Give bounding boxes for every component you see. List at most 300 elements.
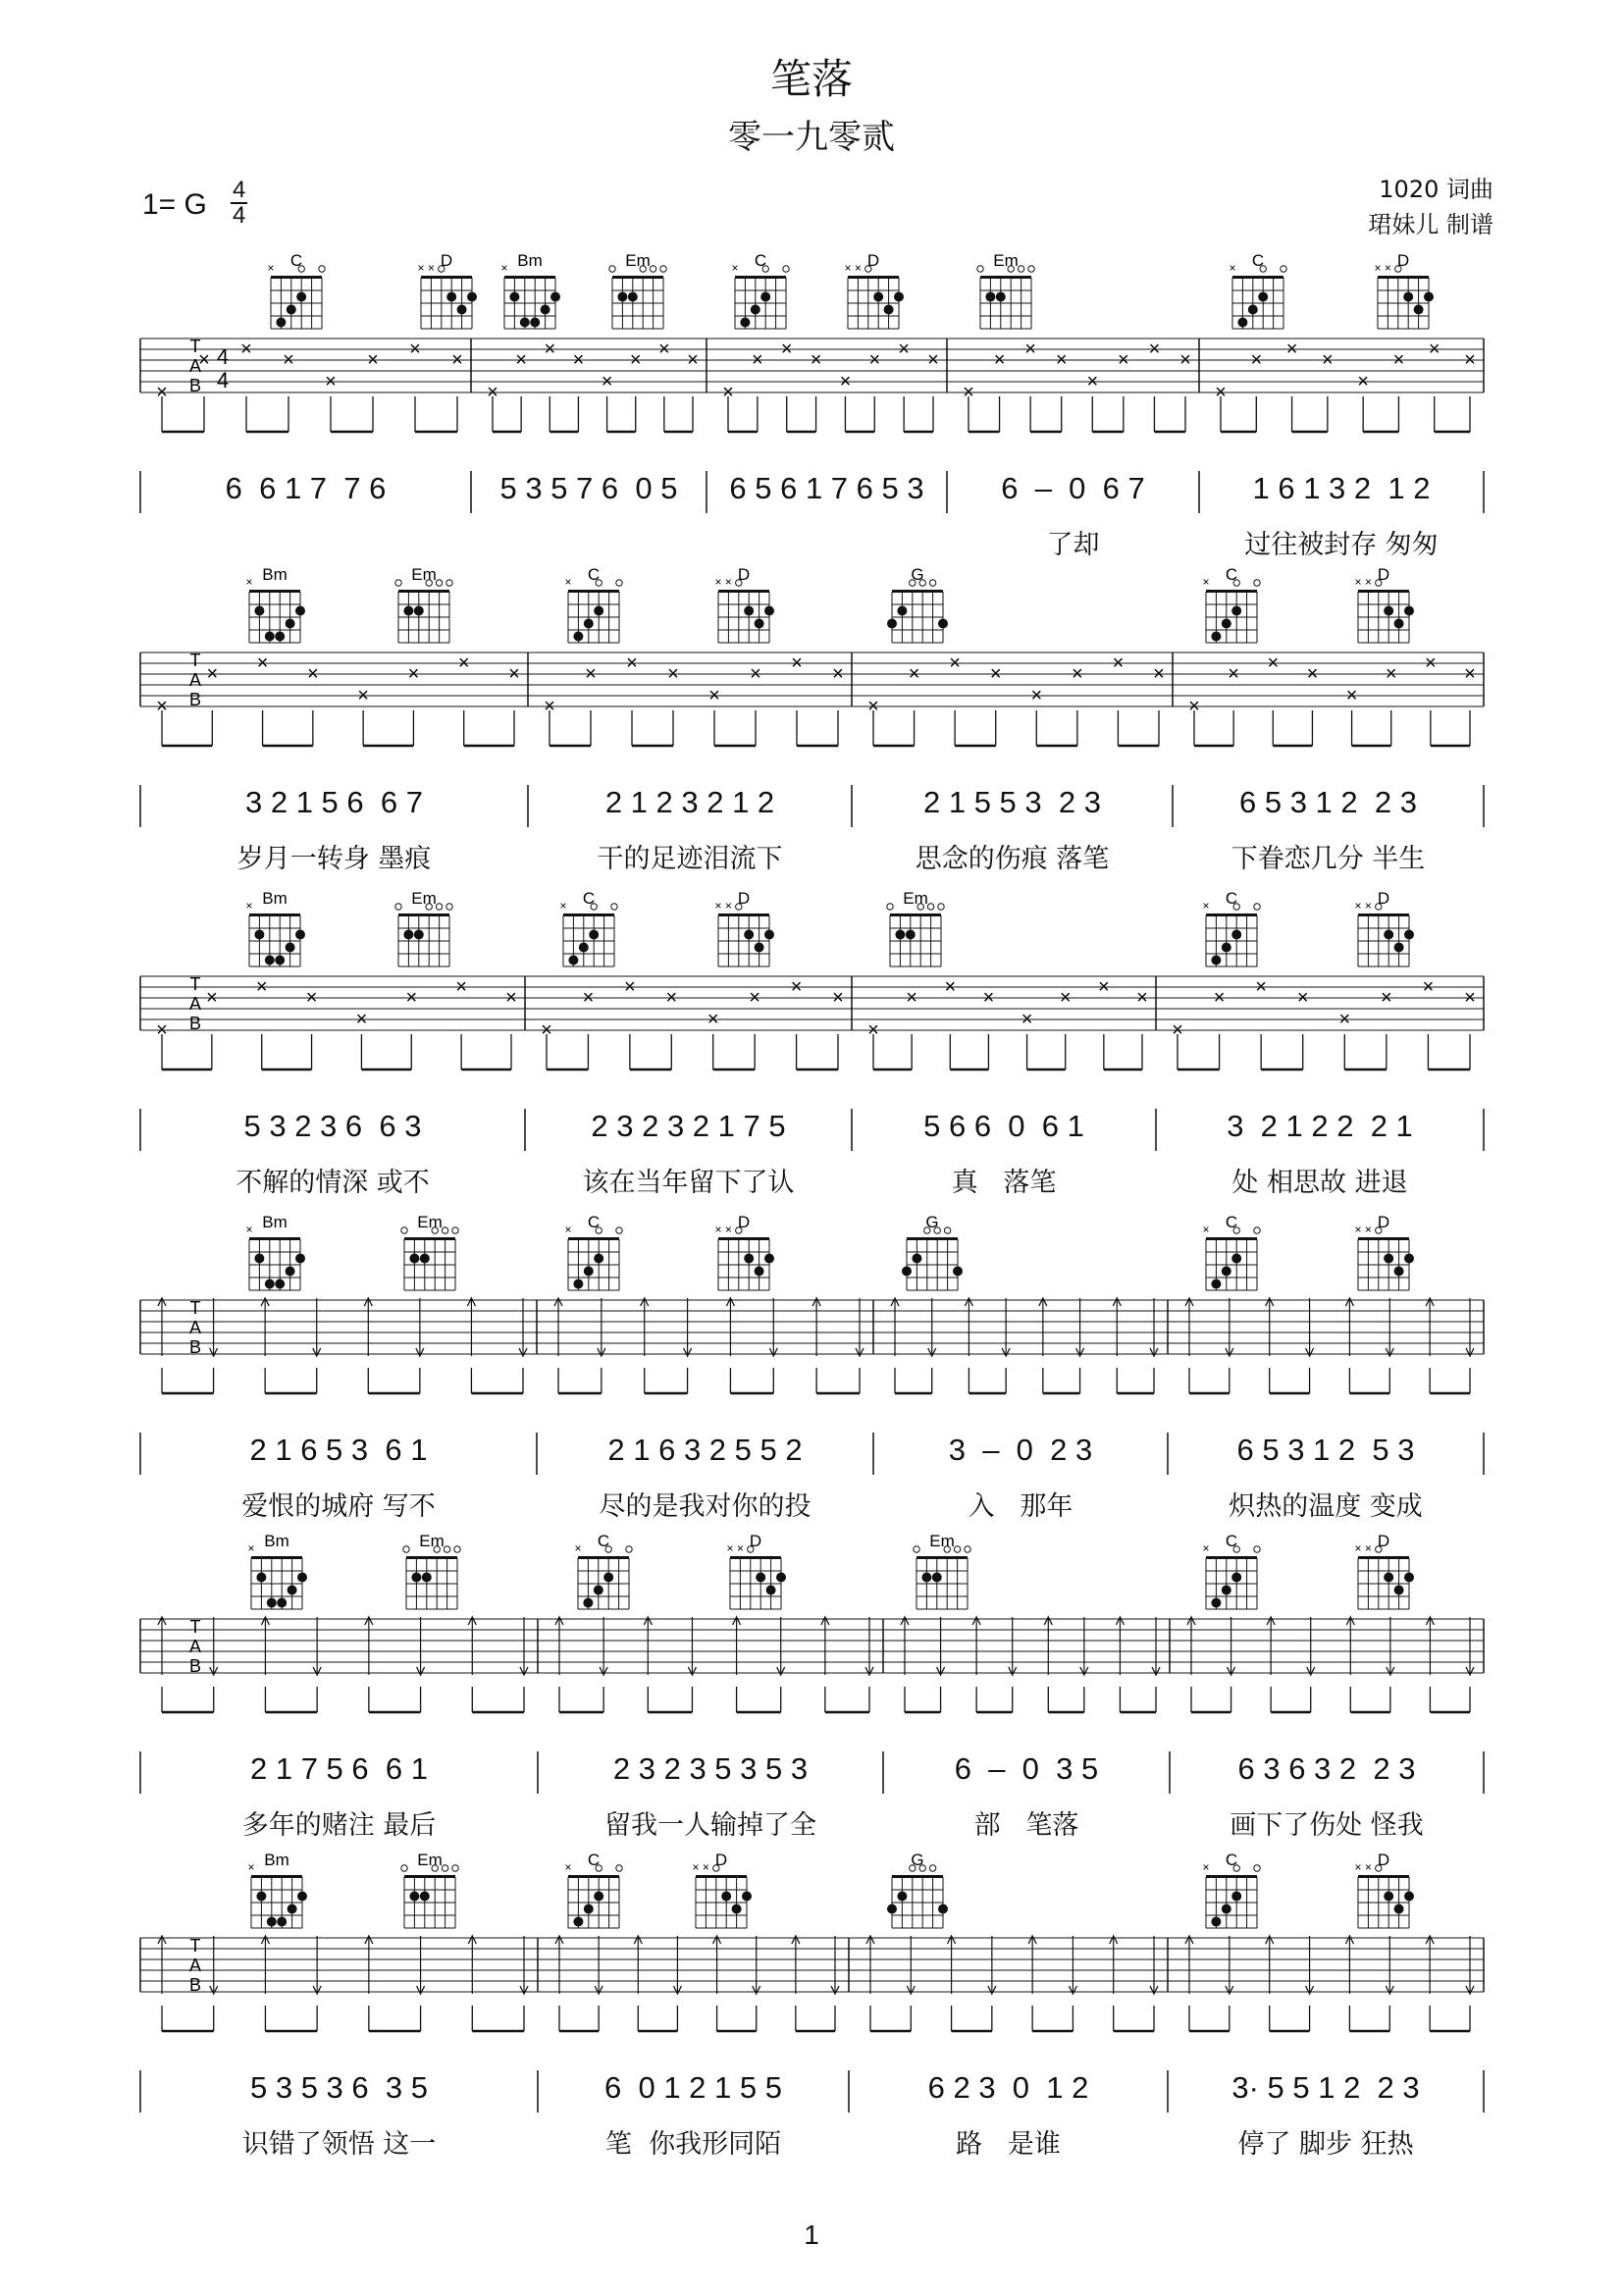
svg-text:×: × (256, 652, 269, 674)
chord-diagram (247, 1851, 307, 1928)
svg-text:×: × (1374, 261, 1382, 275)
chord-diagram (902, 1213, 963, 1290)
svg-text:×: × (714, 1223, 722, 1236)
chord-diagram (887, 1851, 948, 1928)
svg-text:×: × (1229, 261, 1236, 275)
svg-text:×: × (1345, 685, 1358, 706)
svg-text:×: × (355, 1009, 368, 1030)
svg-text:×: × (417, 261, 425, 275)
svg-text:×: × (714, 899, 722, 913)
svg-text:×: × (1086, 371, 1099, 392)
chord-diagram (247, 1532, 307, 1609)
svg-text:4: 4 (216, 368, 230, 392)
chord-diagram (726, 1532, 786, 1609)
lyrics-measure: 入 那年 (968, 1491, 1073, 1522)
tab-notes (158, 1936, 1474, 2031)
svg-text:×: × (1464, 663, 1476, 685)
lyrics-measure: 路 是谁 (956, 2129, 1061, 2160)
numbered-notation-measure: 6 2 3 0 1 2 (927, 2070, 1089, 2105)
chord-diagram (1354, 889, 1414, 966)
system-1 (0, 250, 1623, 564)
tab-clef-letter: T (189, 1617, 201, 1637)
tab-clef-letter: B (188, 690, 202, 709)
svg-text:×: × (405, 987, 418, 1009)
chord-name: D (1377, 565, 1390, 584)
svg-text:×: × (1428, 339, 1440, 360)
chord-diagram (609, 251, 666, 329)
chord-name: Bm (264, 1851, 289, 1869)
svg-text:×: × (255, 976, 268, 998)
svg-text:×: × (451, 349, 463, 371)
svg-text:×: × (1059, 987, 1072, 1009)
lyrics-measure: 不解的情深 或不 (236, 1168, 430, 1198)
chord-diagram (564, 565, 622, 643)
chord-name: D (1377, 1532, 1390, 1550)
svg-text:×: × (544, 696, 555, 717)
chord-diagram (403, 1532, 460, 1609)
svg-text:×: × (624, 976, 636, 998)
svg-text:×: × (1228, 663, 1239, 685)
svg-text:×: × (1202, 1860, 1210, 1874)
svg-text:×: × (658, 339, 670, 360)
svg-text:×: × (1354, 1223, 1362, 1236)
numbered-notation-measure: 5 3 2 3 6 6 3 (243, 1109, 422, 1143)
numbered-notation-measure: 6 6 1 7 7 6 (225, 471, 387, 505)
svg-text:×: × (1213, 987, 1226, 1009)
svg-text:×: × (1021, 1009, 1033, 1030)
svg-text:×: × (752, 349, 763, 371)
svg-text:×: × (791, 652, 803, 674)
chord-name: Em (993, 251, 1019, 270)
svg-text:×: × (1464, 987, 1476, 1009)
chord-name: G (911, 1851, 924, 1869)
chord-diagram (1354, 565, 1414, 643)
numbered-notation-measure: 5 3 5 7 6 0 5 (499, 471, 678, 505)
time-signature (231, 179, 247, 228)
chord-diagram (1354, 1213, 1414, 1290)
svg-text:×: × (564, 1223, 572, 1236)
numbered-notation-measure: 2 3 2 3 5 3 5 3 (612, 1751, 809, 1786)
svg-text:×: × (1296, 987, 1309, 1009)
chord-name: Em (417, 1851, 443, 1869)
chord-diagram (245, 889, 305, 966)
chord-diagram (1202, 1213, 1260, 1290)
chord-diagram (245, 1213, 305, 1290)
svg-text:×: × (1255, 976, 1267, 998)
chord-name: Em (417, 1213, 443, 1231)
svg-text:×: × (665, 987, 678, 1009)
chord-name: C (1225, 1213, 1238, 1231)
chord-name: Em (929, 1532, 955, 1550)
svg-text:×: × (1364, 575, 1372, 589)
page-number: 1 (804, 2219, 819, 2250)
lyrics-measure: 该在当年留下了认 (582, 1168, 795, 1198)
chord-diagram (977, 251, 1034, 329)
tab-clef-letter: A (188, 994, 202, 1014)
chord-diagram (564, 1213, 622, 1290)
svg-text:×: × (1112, 652, 1125, 674)
svg-text:×: × (1202, 1541, 1210, 1555)
chord-diagram (500, 251, 560, 329)
chord-name: D (737, 1213, 751, 1231)
svg-text:×: × (559, 899, 567, 913)
chord-diagram (559, 889, 617, 966)
tab-clef-letter: A (188, 1318, 202, 1337)
svg-text:×: × (198, 349, 210, 371)
chord-name: C (1225, 889, 1238, 908)
chord-name: C (587, 1851, 601, 1869)
numbered-notation-measure: 6 3 6 3 2 2 3 (1237, 1751, 1416, 1786)
chord-name: Em (411, 565, 437, 584)
svg-text:×: × (508, 663, 520, 685)
lyrics-measure: 过往被封存 匆匆 (1244, 530, 1439, 560)
chord-name: Bm (262, 565, 288, 584)
svg-text:×: × (1072, 663, 1083, 685)
chord-diagram (1202, 1851, 1260, 1928)
svg-text:×: × (505, 987, 517, 1009)
svg-text:×: × (629, 349, 642, 371)
svg-text:×: × (585, 663, 597, 685)
time-signature-top: 4 (233, 177, 246, 203)
lyrics-measure: 真 落笔 (951, 1168, 1057, 1198)
tab-clef-letter: A (188, 670, 202, 690)
svg-text:×: × (572, 349, 585, 371)
numbered-notation-measure: 2 1 2 3 2 1 2 (604, 785, 775, 819)
tab-clef-letter: A (188, 1637, 202, 1656)
svg-text:×: × (868, 349, 881, 371)
lyrics-measure: 停了 脚步 狂热 (1237, 2129, 1414, 2160)
system-4 (0, 1212, 1623, 1526)
numbered-notation-measure: 2 1 6 5 3 6 1 (249, 1433, 428, 1467)
lyrics-measure: 部 笔落 (973, 1810, 1079, 1841)
chord-name: Bm (264, 1532, 289, 1550)
system-3 (0, 888, 1623, 1202)
time-signature-bottom: 4 (233, 202, 246, 229)
svg-text:×: × (1357, 371, 1369, 392)
svg-text:×: × (722, 382, 734, 403)
chord-name: Em (419, 1532, 445, 1550)
numbered-notation-measure: 2 1 7 5 6 6 1 (250, 1751, 428, 1786)
svg-text:×: × (707, 1009, 719, 1030)
svg-text:×: × (564, 575, 572, 589)
svg-text:×: × (780, 339, 793, 360)
lyrics-measure: 处 相思故 进退 (1231, 1168, 1408, 1198)
chord-diagram (1202, 889, 1260, 966)
chord-diagram (1229, 251, 1286, 329)
tab-clef-letter: T (189, 651, 201, 670)
svg-text:×: × (1425, 652, 1437, 674)
system-graphics (0, 1212, 1623, 1526)
chord-name: D (1377, 1851, 1390, 1869)
song-title: 笔落 (769, 55, 853, 103)
tab-notes (156, 976, 1476, 1070)
chord-diagram (417, 251, 477, 329)
lyrics-measure: 爱恨的城府 写不 (241, 1491, 436, 1522)
chord-name: D (714, 1851, 728, 1869)
svg-text:×: × (1055, 349, 1068, 371)
lyrics-measure: 画下了伤处 怪我 (1230, 1810, 1424, 1841)
chord-diagram (401, 1213, 458, 1290)
svg-text:×: × (1172, 1019, 1183, 1041)
svg-text:×: × (206, 663, 219, 685)
svg-text:×: × (626, 652, 638, 674)
svg-text:×: × (409, 339, 421, 360)
chord-diagram (731, 251, 789, 329)
chord-name: C (289, 251, 303, 270)
numbered-notation-measure: 6 5 6 1 7 6 5 3 (729, 471, 924, 505)
svg-text:×: × (1202, 1223, 1210, 1236)
svg-text:×: × (455, 976, 467, 998)
lyrics-music-credit: 1020 词曲 (1379, 176, 1493, 203)
svg-text:×: × (247, 1860, 255, 1874)
chord-diagram (564, 1851, 622, 1928)
svg-text:×: × (574, 1541, 582, 1555)
tab-notes (158, 1617, 1474, 1712)
chord-diagram (714, 1213, 774, 1290)
numbered-notation-measure: 5 6 6 0 6 1 (923, 1109, 1084, 1143)
chord-name: C (1251, 251, 1265, 270)
numbered-notation-measure: 2 1 5 5 3 2 3 (923, 785, 1101, 819)
svg-text:×: × (750, 663, 761, 685)
chord-diagram (714, 565, 774, 643)
svg-text:×: × (1136, 987, 1148, 1009)
svg-text:×: × (1422, 976, 1435, 998)
system-2 (0, 564, 1623, 878)
svg-text:×: × (687, 349, 699, 371)
svg-text:×: × (854, 261, 862, 275)
lyrics-measure: 岁月一转身 墨痕 (236, 844, 432, 874)
chord-name: D (737, 565, 751, 584)
svg-text:×: × (245, 1223, 253, 1236)
tab-clef-letter: B (188, 1337, 202, 1357)
chord-name: Em (903, 889, 928, 908)
svg-text:×: × (1024, 339, 1036, 360)
svg-text:×: × (714, 575, 722, 589)
svg-text:×: × (1381, 987, 1392, 1009)
svg-text:×: × (982, 987, 995, 1009)
chord-diagram (401, 1851, 458, 1928)
svg-text:×: × (989, 663, 1002, 685)
svg-text:×: × (1322, 349, 1334, 371)
lyrics-measure: 留我一人输掉了全 (604, 1810, 816, 1841)
svg-text:×: × (1385, 663, 1397, 685)
svg-text:×: × (427, 261, 435, 275)
chord-name: D (749, 1532, 762, 1550)
tab-clef-letter: A (188, 356, 202, 376)
numbered-notation-measure: 3 2 1 5 6 6 7 (245, 785, 423, 819)
svg-text:×: × (156, 696, 168, 717)
chord-name: C (1225, 1532, 1238, 1550)
lyrics-measure: 尽的是我对你的投 (599, 1491, 812, 1522)
svg-text:4: 4 (216, 344, 230, 369)
chord-diagram (395, 565, 452, 643)
credits (1368, 172, 1493, 242)
chord-diagram (714, 889, 774, 966)
svg-text:×: × (564, 1860, 572, 1874)
system-graphics (0, 1850, 1623, 2164)
svg-text:×: × (305, 987, 318, 1009)
svg-text:×: × (156, 382, 168, 403)
svg-text:×: × (1392, 349, 1405, 371)
svg-text:×: × (1338, 1009, 1351, 1030)
tab-clef-letter: B (188, 1975, 202, 1995)
numbered-notation-measure: 6 – 0 3 5 (954, 1751, 1099, 1786)
key-signature: 1= G (142, 188, 207, 221)
svg-text:×: × (500, 261, 508, 275)
svg-text:×: × (1148, 339, 1161, 360)
svg-text:×: × (407, 663, 420, 685)
chord-name: D (1377, 889, 1390, 908)
numbered-notation-measure: 6 5 3 1 2 2 3 (1239, 785, 1417, 819)
system-graphics (0, 888, 1623, 1202)
lyrics-measure: 干的足迹泪流下 (597, 844, 783, 874)
chord-name: D (440, 251, 453, 270)
svg-text:×: × (1364, 1223, 1372, 1236)
svg-text:×: × (790, 976, 803, 998)
chord-name: C (1225, 1851, 1238, 1869)
svg-text:×: × (245, 899, 253, 913)
chord-name: Bm (262, 1213, 288, 1231)
svg-text:×: × (993, 349, 1006, 371)
chord-name: Bm (517, 251, 543, 270)
tab-clef-letter: A (188, 1956, 202, 1975)
chord-name: C (587, 565, 601, 584)
system-graphics (0, 250, 1623, 564)
svg-text:×: × (906, 987, 917, 1009)
svg-text:×: × (1354, 899, 1362, 913)
svg-text:×: × (457, 652, 470, 674)
svg-text:×: × (487, 382, 498, 403)
chord-diagram (887, 565, 948, 643)
svg-text:×: × (844, 261, 852, 275)
lyrics-measure: 笔 你我形同陌 (604, 2129, 782, 2160)
svg-text:×: × (1354, 575, 1362, 589)
svg-text:×: × (357, 685, 369, 706)
lyrics-measure: 了却 (1046, 530, 1100, 560)
svg-text:×: × (832, 663, 844, 685)
svg-text:×: × (544, 339, 556, 360)
system-graphics (0, 564, 1623, 878)
chord-name: C (597, 1532, 610, 1550)
chord-name: D (1396, 251, 1410, 270)
tab-clef-letter: T (189, 974, 201, 994)
system-5 (0, 1531, 1623, 1845)
svg-text:×: × (325, 371, 337, 392)
chord-diagram (887, 889, 944, 966)
svg-text:×: × (749, 987, 760, 1009)
chord-diagram (692, 1851, 752, 1928)
svg-text:×: × (731, 261, 739, 275)
svg-text:×: × (927, 349, 939, 371)
svg-text:×: × (367, 349, 379, 371)
svg-text:×: × (515, 349, 527, 371)
svg-text:×: × (1202, 899, 1210, 913)
lyrics-measure: 下眷恋几分 半生 (1230, 844, 1426, 874)
tab-clef-letter: B (188, 1656, 202, 1676)
chord-name: G (925, 1213, 939, 1231)
svg-text:×: × (724, 899, 732, 913)
chord-name: C (582, 889, 596, 908)
svg-text:×: × (240, 339, 252, 360)
numbered-notation-measure: 2 1 6 3 2 5 5 2 (607, 1433, 803, 1467)
svg-text:×: × (1364, 899, 1372, 913)
system-graphics (0, 1531, 1623, 1845)
chord-name: D (866, 251, 880, 270)
numbered-notation-measure: 6 5 3 1 2 5 3 (1236, 1433, 1415, 1467)
svg-text:×: × (1179, 349, 1191, 371)
svg-text:×: × (1250, 349, 1263, 371)
chord-diagram (245, 565, 305, 643)
tab-clef-letter: B (188, 1014, 202, 1033)
chord-name: D (1377, 1213, 1390, 1231)
lyrics-measure: 炽热的温度 变成 (1229, 1491, 1423, 1522)
svg-text:×: × (692, 1860, 700, 1874)
svg-text:×: × (898, 339, 910, 360)
svg-text:×: × (1202, 575, 1210, 589)
svg-text:×: × (1364, 1860, 1372, 1874)
svg-text:×: × (206, 987, 218, 1009)
numbered-notation-measure: 6 – 0 6 7 (1001, 471, 1145, 505)
svg-text:×: × (1364, 1541, 1372, 1555)
svg-text:×: × (1464, 349, 1476, 371)
chord-name: Bm (262, 889, 288, 908)
svg-text:×: × (1188, 696, 1200, 717)
lyrics-measure: 多年的赌注 最后 (241, 1810, 437, 1841)
svg-text:×: × (582, 987, 595, 1009)
svg-text:×: × (541, 1019, 552, 1041)
svg-text:×: × (245, 575, 253, 589)
chord-diagram (844, 251, 904, 329)
system-6 (0, 1850, 1623, 2164)
svg-text:×: × (867, 1019, 879, 1041)
svg-text:×: × (1306, 663, 1319, 685)
svg-text:×: × (247, 1541, 255, 1555)
chord-diagram (1354, 1851, 1414, 1928)
svg-text:×: × (832, 987, 844, 1009)
chord-diagram (1202, 1532, 1260, 1609)
svg-text:×: × (1354, 1860, 1362, 1874)
svg-text:×: × (601, 371, 613, 392)
numbered-notation-measure: 3 – 0 2 3 (948, 1433, 1093, 1467)
chord-diagram (574, 1532, 632, 1609)
chord-diagram (1354, 1532, 1414, 1609)
chord-name: C (587, 1213, 601, 1231)
svg-text:×: × (267, 261, 275, 275)
svg-text:×: × (702, 1860, 709, 1874)
tab-notes (156, 652, 1476, 746)
chord-diagram (1374, 251, 1434, 329)
numbered-notation-measure: 6 0 1 2 1 5 5 (604, 2070, 782, 2105)
chord-name: Em (411, 889, 437, 908)
numbered-notation-measure: 3 2 1 2 2 2 1 (1227, 1109, 1413, 1143)
svg-text:×: × (724, 575, 732, 589)
svg-text:×: × (283, 349, 294, 371)
svg-text:×: × (908, 663, 920, 685)
song-artist: 零一九零贰 (728, 118, 895, 157)
svg-text:×: × (667, 663, 679, 685)
lyrics-measure: 思念的伤痕 落笔 (915, 844, 1110, 874)
chord-diagram (395, 889, 452, 966)
chord-name: C (754, 251, 767, 270)
arranger-credit: 珺妹儿 制谱 (1368, 211, 1493, 238)
tab-clef-letter: B (188, 376, 202, 395)
svg-text:×: × (708, 685, 720, 706)
chord-name: G (911, 565, 924, 584)
svg-text:×: × (724, 1223, 732, 1236)
numbered-notation-measure: 2 3 2 3 2 1 7 5 (591, 1109, 786, 1143)
svg-text:×: × (1267, 652, 1280, 674)
tab-clef-letter: T (189, 1298, 201, 1318)
